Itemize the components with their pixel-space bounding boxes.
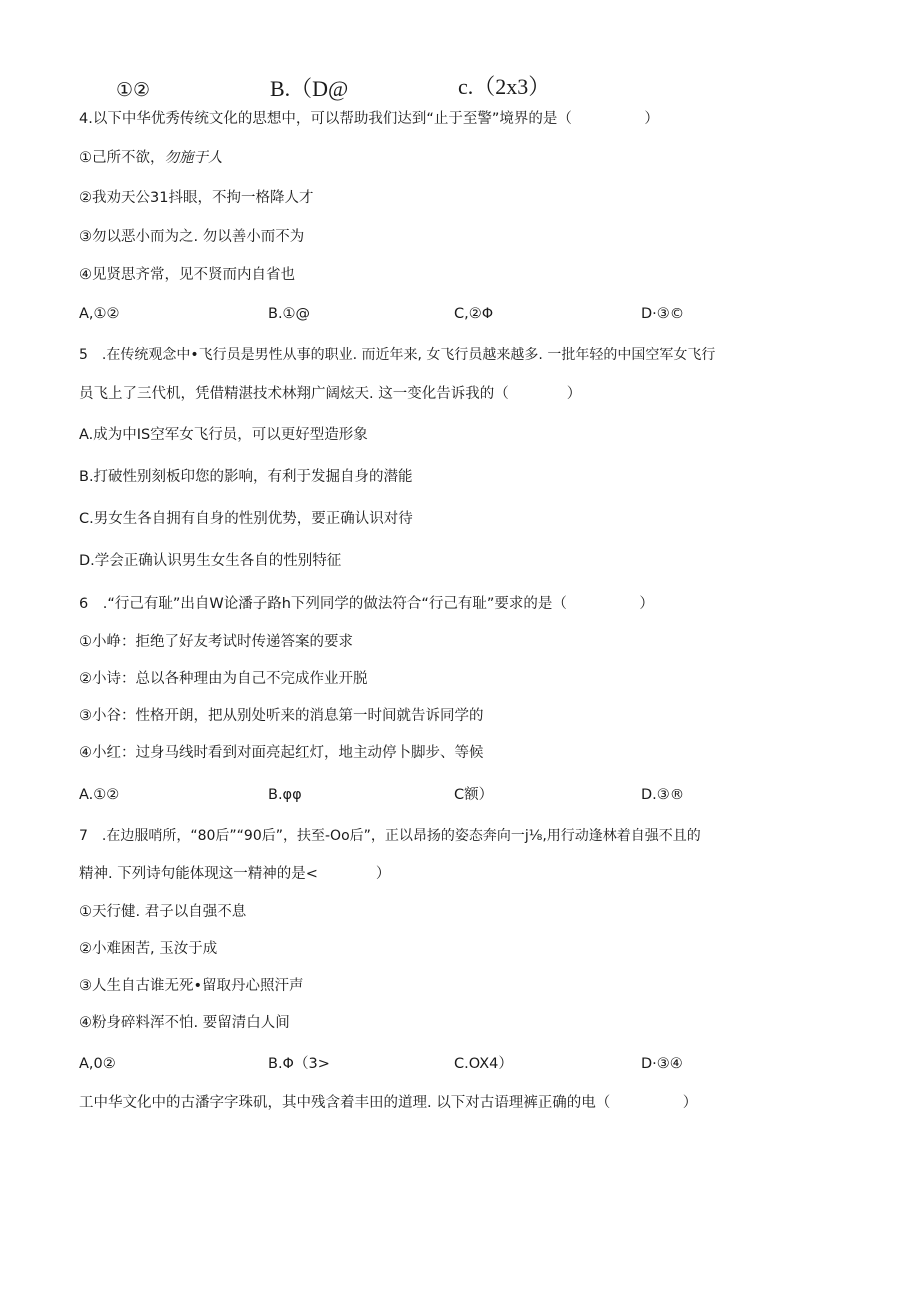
q4-item-1-text: ①己所不欲，: [79, 150, 165, 166]
q7-item-4: ④粉身碎料浑不怕. 要留清白人间: [79, 1015, 290, 1031]
q4-option-c: C,②Φ: [454, 306, 494, 322]
q7-option-b: B.Φ（3>: [268, 1056, 330, 1072]
q4-stem: 4.以下中华优秀传统文化的思想中，可以帮助我们达到“止于至警”境界的是（ ）: [79, 111, 659, 127]
q6-option-a: A.①②: [79, 787, 120, 803]
q7-stem-line-2: 精神. 下列诗句能体现这一精神的是< ）: [79, 866, 391, 882]
q6-item-2: ②小诗：总以各种理由为自己不完成作业开脱: [79, 671, 368, 687]
q7-item-2: ②小难困苦, 玉汝于成: [79, 941, 218, 957]
q6-option-c: C额）: [454, 787, 494, 803]
q4-item-2: ②我劝天公31抖眼，不拘一格降人才: [79, 190, 314, 206]
q4-option-d: D·③©: [641, 306, 685, 322]
q8-stem: 工中华文化中的古潘字字珠矶，其中残含着丰田的道理. 以下对古语理裤正确的电（ ）: [79, 1095, 698, 1111]
top-option-a: ①②: [116, 80, 151, 101]
q7-item-1: ①天行健. 君子以自强不息: [79, 904, 247, 920]
q7-stem-line-1: 7 .在边服哨所，“80后”“90后”，扶至-Oo后”，正以昂扬的姿态奔向一j⅛,用行动逢林着自强不且的: [79, 828, 701, 844]
top-option-b: B.（D@: [270, 76, 349, 101]
q4-item-1-italic: 勿施于人: [164, 150, 223, 166]
q5-choice-c: C.男女生各自拥有自身的性别优势，要正确认识对待: [79, 511, 413, 527]
q5-choice-a: A.成为中IS空军女飞行员，可以更好型造形象: [79, 427, 368, 443]
q7-option-c: C.OX4）: [454, 1056, 513, 1072]
q6-item-4: ④小红：过身马线时看到对面亮起红灯，地主动停卜脚步、等候: [79, 745, 484, 761]
q5-stem-line-1: 5 .在传统观念中•飞行员是男性从事的职业. 而近年来, 女飞行员越来越多. 一批年轻的中国空军女飞行: [79, 347, 716, 363]
q6-item-3: ③小谷：性格开朗，把从别处听来的消息第一时间就告诉同学的: [79, 708, 484, 724]
q7-option-a: A,0②: [79, 1056, 116, 1072]
q6-item-1: ①小峥：拒绝了好友考试时传递答案的要求: [79, 634, 353, 650]
q7-option-d: D·③④: [641, 1056, 683, 1072]
q6-option-d: D.③®: [641, 787, 685, 803]
q4-item-4: ④见贤思齐常，见不贤而内自省也: [79, 267, 295, 283]
q5-stem-line-2: 员飞上了三代机，凭借精湛技术林翔广阔炫天. 这一变化告诉我的（ ）: [79, 386, 582, 402]
q6-stem: 6 .“行己有耻”出自W论潘子路h下列同学的做法符合“行己有耻”要求的是（ ）: [79, 596, 654, 612]
q4-option-a: A,①②: [79, 306, 120, 322]
top-option-c: c.（2x3）: [458, 74, 551, 99]
q5-choice-b: B.打破性别刻板印您的影响，有利于发掘自身的潜能: [79, 469, 413, 485]
q4-item-1: [79, 148, 223, 168]
q5-choice-d: D.学会正确认识男生女生各自的性别特征: [79, 553, 342, 569]
q6-option-b: B.φφ: [268, 787, 302, 803]
q4-option-b: B.①@: [268, 306, 311, 322]
q7-item-3: ③人生自古谁无死•留取丹心照汗声: [79, 978, 304, 994]
q4-item-3: ③勿以恶小而为之. 勿以善小而不为: [79, 229, 305, 245]
